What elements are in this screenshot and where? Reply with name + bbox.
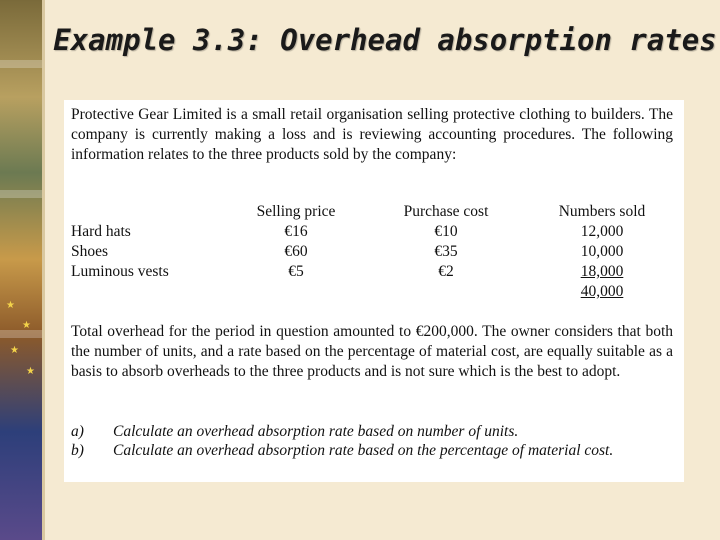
task-item xyxy=(71,441,673,460)
selling-price: €16 xyxy=(284,223,308,240)
purchase-cost: €35 xyxy=(434,243,458,260)
selling-price: €60 xyxy=(284,243,308,260)
table-header: Selling price xyxy=(256,203,336,220)
task-text: Calculate an overhead absorption rate based on the percentage of material cost. xyxy=(113,442,614,459)
example-text-panel xyxy=(64,100,684,482)
table-header: Purchase cost xyxy=(403,203,489,220)
table-header-row xyxy=(71,202,673,222)
total-numbers-sold: 40,000 xyxy=(580,283,624,300)
numbers-sold: 12,000 xyxy=(580,223,624,240)
products-table xyxy=(71,202,673,302)
product-name: Luminous vests xyxy=(71,263,169,280)
slide-title: Example 3.3: Overhead absorption rates xyxy=(53,23,717,57)
overhead-paragraph: Total overhead for the period in question amounted to €200,000. The owner considers that both the number of units, and a rate based on the percentage of material cost, are equally suitable as a basis to absorb overheads to the three products and is not sure which is the best to adopt. xyxy=(71,323,673,380)
decorative-side-image: ★ ★ ★ ★ xyxy=(0,0,42,540)
task-text: Calculate an overhead absorption rate based on number of units. xyxy=(113,423,519,440)
product-name: Shoes xyxy=(71,243,109,260)
purchase-cost: €2 xyxy=(438,263,454,280)
table-total-row xyxy=(71,282,673,302)
selling-price: €5 xyxy=(288,263,304,280)
task-label: a) xyxy=(71,423,84,440)
table-row xyxy=(71,222,673,242)
table-header: Numbers sold xyxy=(558,203,646,220)
task-item xyxy=(71,422,673,441)
intro-paragraph: Protective Gear Limited is a small retail organisation selling protective clothing to builders. The company is currently making a loss and is reviewing accounting procedures. The following information relates to the three products sold by the company: xyxy=(71,106,673,163)
side-divider xyxy=(42,0,45,540)
numbers-sold: 10,000 xyxy=(580,243,624,260)
task-label: b) xyxy=(71,442,84,459)
purchase-cost: €10 xyxy=(434,223,458,240)
table-row xyxy=(71,242,673,262)
numbers-sold xyxy=(531,262,673,282)
table-row xyxy=(71,262,673,282)
product-name: Hard hats xyxy=(71,223,131,240)
table-header xyxy=(71,202,231,222)
task-list xyxy=(71,422,673,460)
numbers-sold-value: 18,000 xyxy=(580,263,624,280)
